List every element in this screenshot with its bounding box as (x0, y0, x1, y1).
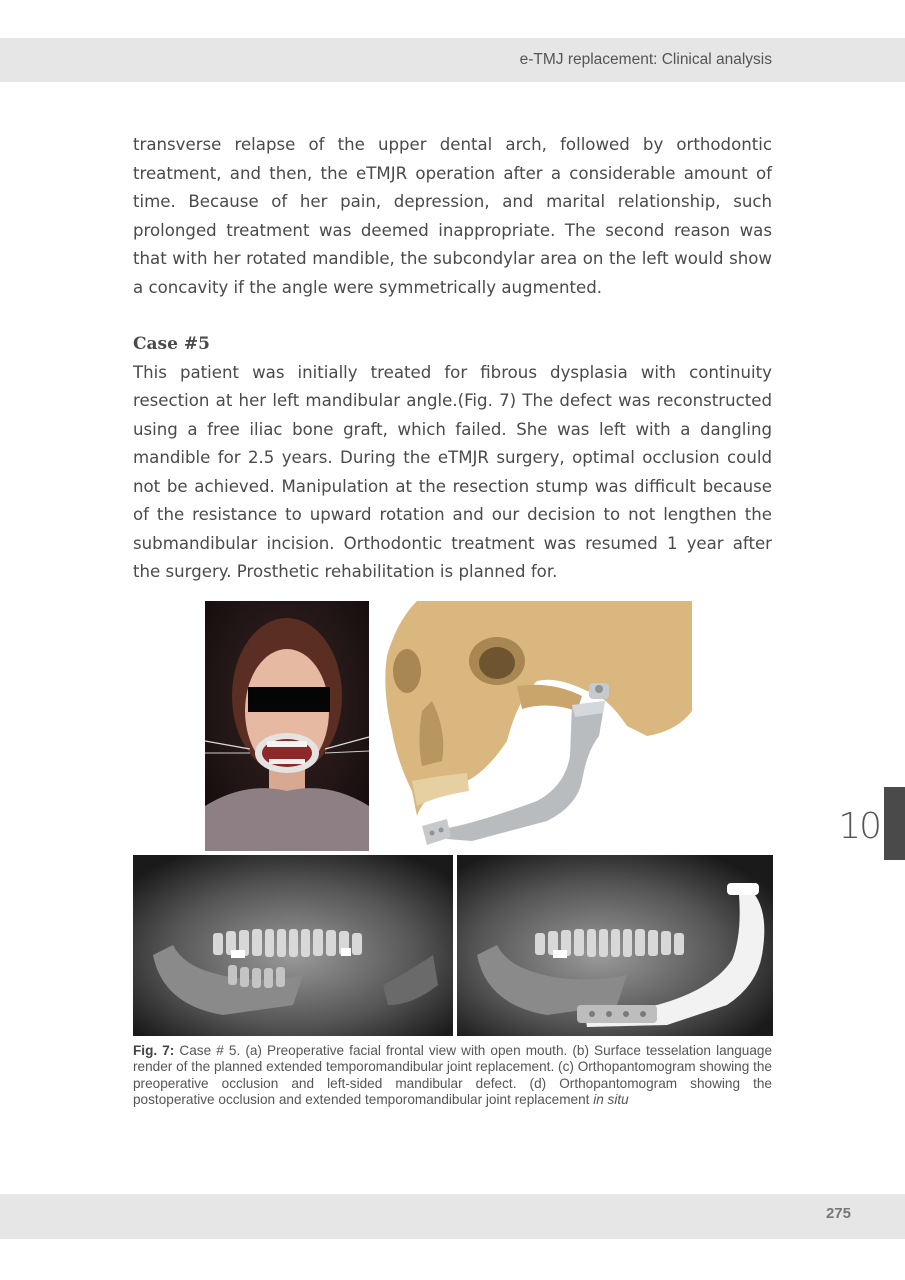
paragraph-2: This patient was initially treated for fibrous dysplasia with continuity resection at her left mandibular angle.(Fig. 7) The defect was reconstructed using a free iliac bone graft, which failed. She was left with a dangling mandible for 2.5 years. During the eTMJR surgery, optimal occlusion could not be achieved. Manipulation at the resection stump was difficult because of the resistance to upward rotation and our decision to not lengthen the submandibular incision. Orthodontic treatment was resumed 1 year after the surgery. Prosthetic rehabilitation is planned for. (133, 362, 772, 581)
running-title: e-TMJ replacement: Clinical analysis (519, 51, 772, 68)
paragraph-1: transverse relapse of the upper dental arch, followed by orthodontic treatment, and then, the eTMJR operation after a considerable amount of time. Because of her pain, depression, and marital relationship, such prolonged treatment was deemed inappropriate. The second reason was that with her rotated mandible, the subcondylar area on the left would show a concavity if the angle were symmetrically augmented. (133, 135, 772, 297)
page-number: 275 (825, 1205, 851, 1222)
figure-caption-text: Case # 5. (a) Preoperative facial frontal view with open mouth. (b) Surface tesselation language render of the planned extended temporomandibular joint replacement. (c) Orthopantomogram showing the preoperative occlusion and left-sided mandibular defect. (d) Orthopantomogram showing the postoperative occlusion and extended temporomandibular joint replacement (133, 1043, 773, 1108)
figure-label: Fig. 7: (133, 1043, 175, 1058)
footer-band (0, 1194, 905, 1239)
figure-panel-b-3d-render (377, 601, 692, 851)
figure-caption (133, 1043, 772, 1109)
figure-panel-d-postop-opg (457, 855, 773, 1036)
figure-panel-a-face-photo (205, 601, 369, 851)
running-header-band (0, 38, 905, 82)
figure-panel-c-preop-opg (133, 855, 453, 1036)
body-text (133, 131, 772, 587)
case-heading: Case #5 (133, 334, 210, 354)
figure-caption-italic: in situ (593, 1092, 629, 1108)
chapter-number: 10 (838, 806, 880, 847)
chapter-thumb-tab (884, 787, 905, 860)
